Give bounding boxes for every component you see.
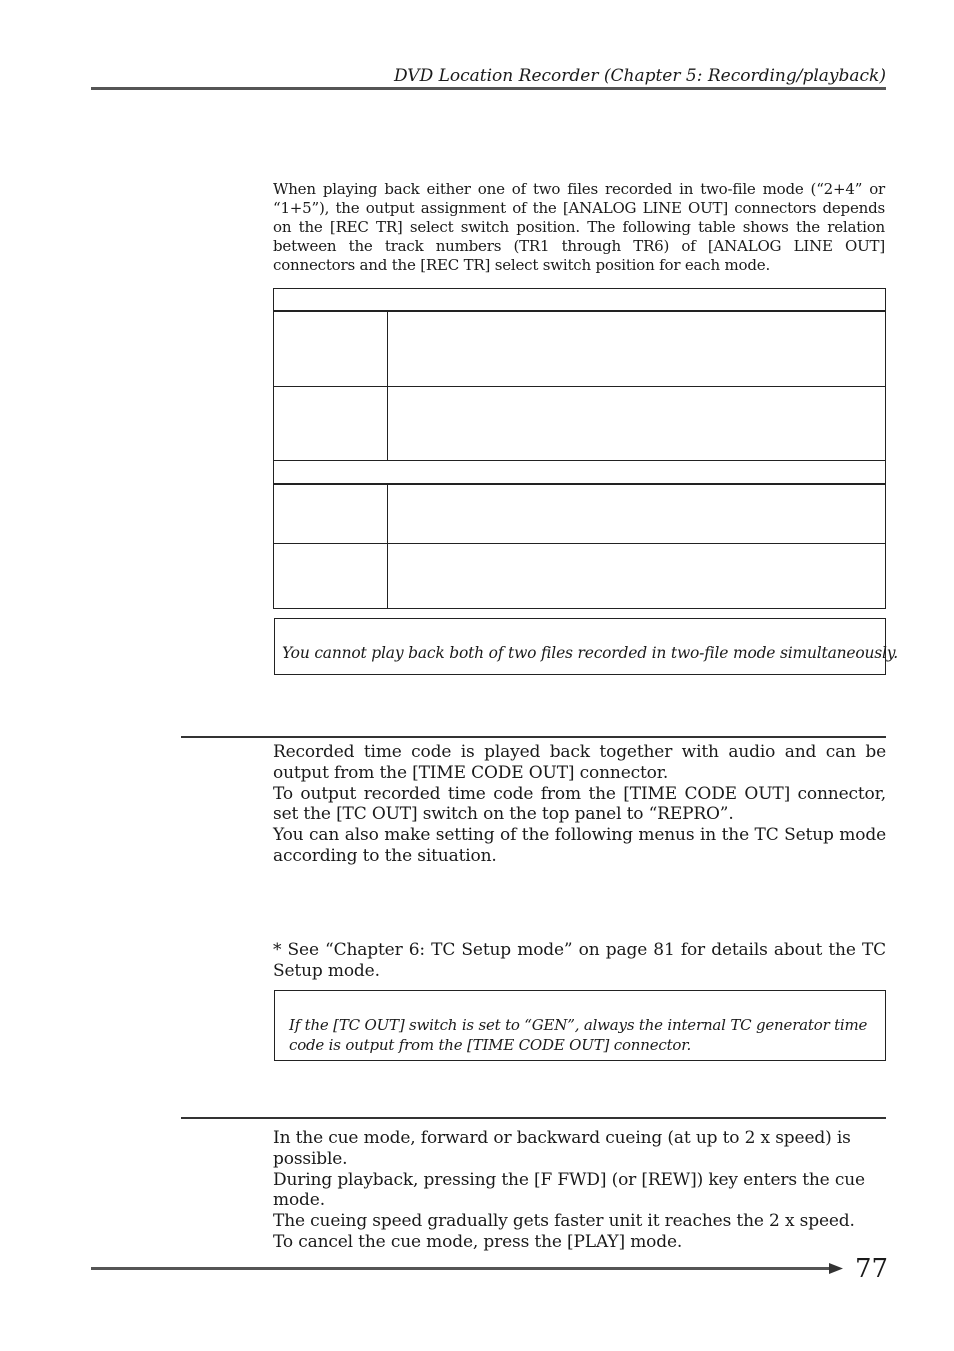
note-box-2-text: If the [TC OUT] switch is set to “GEN”, always the internal TC generator time code is output from the [TIME CODE OUT] connector. xyxy=(289,1016,868,1054)
table-row-divider xyxy=(273,460,886,461)
time-code-body xyxy=(273,742,886,867)
cue-paragraph: In the cue mode, forward or backward cueing (at up to 2 x speed) is possible. xyxy=(273,1128,851,1169)
note-box-1-text: You cannot play back both of two files recorded in two-file mode simultaneously. xyxy=(282,644,899,662)
cue-body xyxy=(273,1128,886,1253)
intro-paragraph: When playing back either one of two files recorded in two-file mode (“2+4” or “1+5”), the output assignment of the [ANALOG LINE OUT] connectors depends on the [REC TR] select switch position. The following table shows the relation between the track numbers (TR1 through TR6) of [ANALOG LINE OUT] connectors and the [REC TR] select switch position for each mode. xyxy=(273,180,885,274)
time-code-footnote: * See “Chapter 6: TC Setup mode” on page 81 for details about the TC Setup mode. xyxy=(273,940,886,981)
table-row-divider xyxy=(273,543,886,544)
table-row-divider xyxy=(273,386,886,387)
cue-paragraph: The cueing speed gradually gets faster unit it reaches the 2 x speed. xyxy=(273,1211,855,1232)
section-rule-time-code xyxy=(181,736,886,738)
table-row-divider xyxy=(273,310,886,312)
time-code-paragraph: Recorded time code is played back together with audio and can be output from the [TIME CODE OUT] connector. xyxy=(273,742,886,783)
table-column-divider xyxy=(387,311,388,461)
running-header: DVD Location Recorder (Chapter 5: Recording/playback) xyxy=(393,66,886,86)
table-row-divider xyxy=(273,483,886,485)
footer-rule xyxy=(91,1267,831,1270)
page-number: 77 xyxy=(855,1254,889,1284)
cue-paragraph: To cancel the cue mode, press the [PLAY] mode. xyxy=(273,1231,683,1252)
section-rule-cue xyxy=(181,1117,886,1119)
table-column-divider xyxy=(387,484,388,609)
time-code-paragraph: You can also make setting of the following menus in the TC Setup mode according to the situation. xyxy=(273,825,886,866)
table-frame xyxy=(273,288,886,609)
cue-paragraph: During playback, pressing the [F FWD] (or [REW]) key enters the cue mode. xyxy=(273,1169,865,1211)
footer-arrow-icon xyxy=(829,1262,843,1275)
header-rule xyxy=(91,87,886,90)
time-code-paragraph: To output recorded time code from the [TIME CODE OUT] connector, set the [TC OUT] switch on the top panel to “REPRO”. xyxy=(273,783,886,825)
